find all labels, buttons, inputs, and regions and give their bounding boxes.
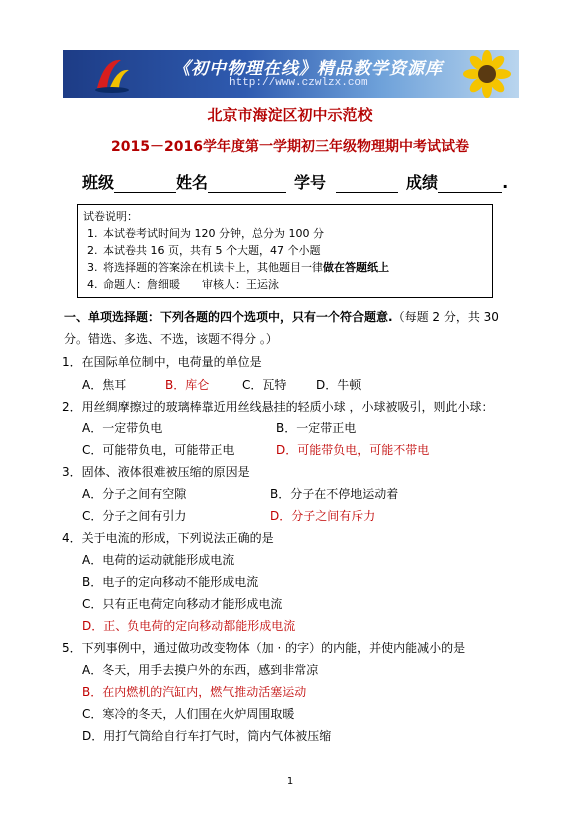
instruction-item: 2. 本试卷共 16 页，共有 5 个大题，47 个小题 <box>101 242 492 259</box>
name-label: 姓名 <box>176 173 209 192</box>
fields-end: . <box>502 173 509 192</box>
exam-instructions-box <box>77 204 493 298</box>
banner-title: 《初中物理在线》精品教学资源库 <box>173 59 443 79</box>
q4-option-d: D．正、负电荷的定向移动都能形成电流 <box>82 619 296 633</box>
q2-option-a: A．一定带负电 <box>82 421 163 435</box>
id-label: 学号 <box>294 173 327 192</box>
q1-option-a: A．焦耳 <box>82 378 127 392</box>
id-blank[interactable] <box>336 176 398 193</box>
class-blank[interactable] <box>114 176 176 193</box>
q4-option-b: B．电子的定向移动不能形成电流 <box>82 575 259 589</box>
question-4-stem: 4．关于电流的形成，下列说法正确的是 <box>62 531 274 545</box>
q5-option-b: B．在内燃机的汽缸内，燃气推动活塞运动 <box>82 685 307 699</box>
site-logo-icon <box>91 54 133 94</box>
paper-title: 2015－2016学年度第一学期初三年级物理期中考试试卷 <box>111 139 469 155</box>
q3-option-a: A．分子之间有空隙 <box>82 487 187 501</box>
q2-option-c: C．可能带负电，可能带正电 <box>82 443 235 457</box>
student-info-row <box>82 170 508 193</box>
question-1-stem: 1．在国际单位制中，电荷量的单位是 <box>62 355 262 369</box>
sunflower-icon <box>453 50 515 98</box>
instruction-item: 1. 本试卷考试时间为 120 分钟，总分为 100 分 <box>101 225 492 242</box>
section-one-title: 一、单项选择题：下列各题的四个选项中，只有一个符合题意. <box>64 310 393 324</box>
banner-url[interactable]: http://www.czwlzx.com <box>229 77 368 89</box>
score-blank[interactable] <box>438 176 502 193</box>
q3-option-c: C．分子之间有引力 <box>82 509 187 523</box>
q5-option-d: D．用打气筒给自行车打气时，筒内气体被压缩 <box>82 729 332 743</box>
class-label: 班级 <box>82 173 115 192</box>
school-name: 北京市海淀区初中示范校 <box>207 106 373 124</box>
instructions-heading: 试卷说明： <box>83 210 138 223</box>
q3-option-b: B．分子在不停地运动着 <box>270 487 399 501</box>
score-label: 成绩 <box>406 173 439 192</box>
q2-option-b: B．一定带正电 <box>276 421 357 435</box>
q4-option-a: A．电荷的运动就能形成电流 <box>82 553 235 567</box>
q3-option-d: D．分子之间有斥力 <box>270 509 376 523</box>
question-3-stem: 3．固体、液体很难被压缩的原因是 <box>62 465 250 479</box>
site-banner <box>63 50 519 98</box>
q5-option-c: C．寒冷的冬天，人们围在火炉周围取暖 <box>82 707 295 721</box>
section-one-note: （每题 2 分，共 30 分。错选、多选、不选，该题不得分 。） <box>64 310 499 346</box>
q4-option-c: C．只有正电荷定向移动才能形成电流 <box>82 597 283 611</box>
question-2-stem: 2．用丝绸摩擦过的玻璃棒靠近用丝线悬挂的轻质小球 ，小球被吸引，则此小球： <box>62 400 494 414</box>
q5-option-a: A．冬天，用手去摸户外的东西，感到非常凉 <box>82 663 319 677</box>
name-blank[interactable] <box>208 176 286 193</box>
instruction-item: 4. 命题人：詹细暖 审核人：王运泳 <box>101 276 492 293</box>
q1-option-d: D．牛顿 <box>316 378 362 392</box>
page-number: 1 <box>286 776 294 787</box>
section-one-header <box>64 306 520 350</box>
instruction-item: 3. 将选择题的答案涂在机读卡上，其他题目一律做在答题纸上 <box>101 259 492 276</box>
q2-option-d: D．可能带负电，可能不带电 <box>276 443 430 457</box>
q1-option-c: C．瓦特 <box>242 378 287 392</box>
question-5-stem: 5．下列事例中，通过做功改变物体（加 · 的字）的内能，并使内能减小的是 <box>62 641 466 655</box>
q1-option-b: B．库仑 <box>165 378 210 392</box>
